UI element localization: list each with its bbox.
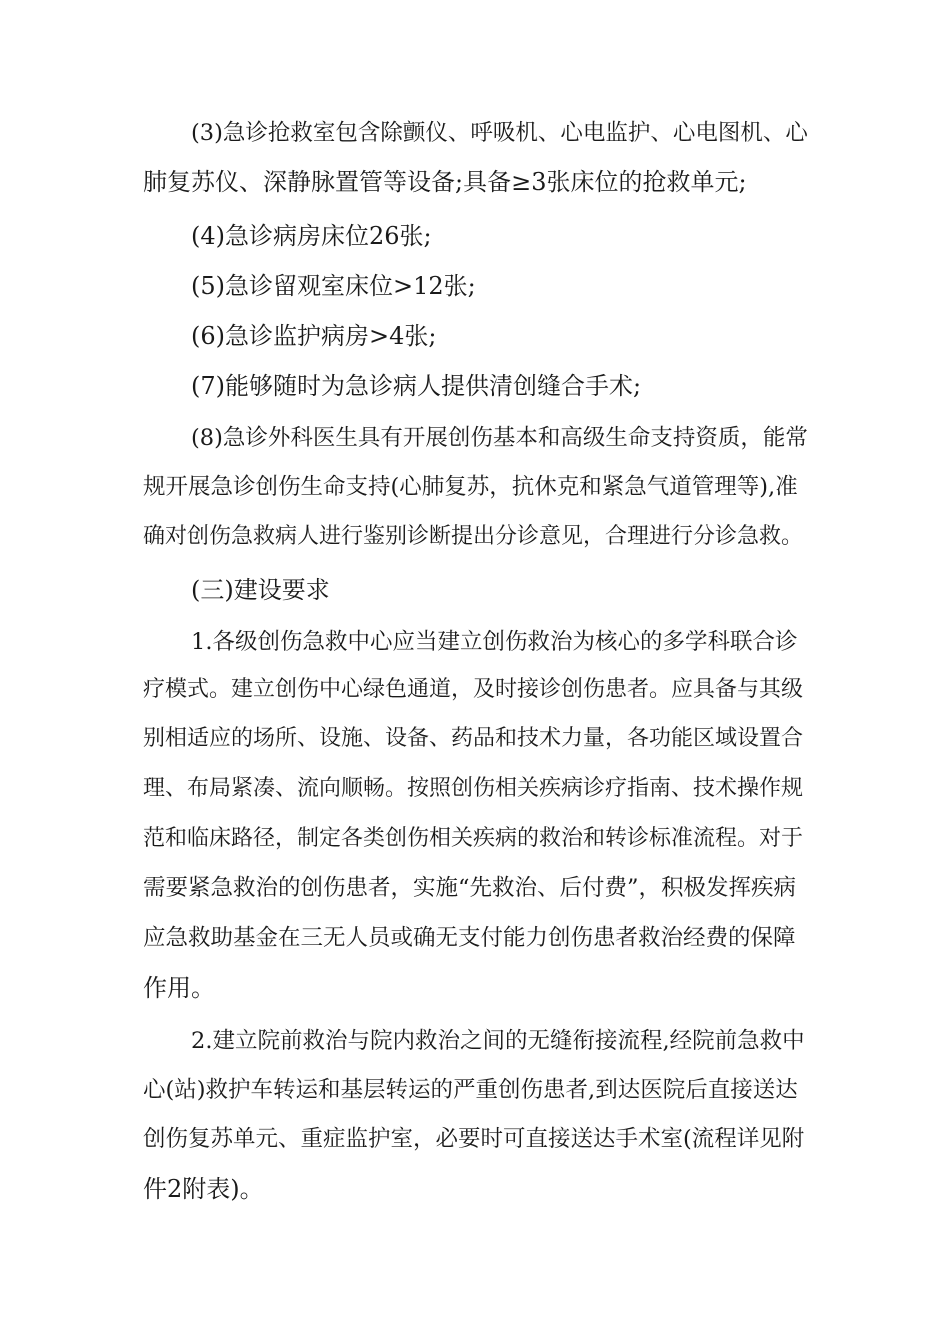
text-line: (6)急诊监护病房>4张; — [191, 322, 437, 350]
text-line: 作用。 — [143, 974, 215, 1002]
text-line: 1.各级创伤急救中心应当建立创伤救治为核心的多学科联合诊 — [191, 629, 798, 655]
text-line: 别相适应的场所、设施、设备、药品和技术力量，各功能区域设置合 — [143, 726, 804, 751]
text-line: (3)急诊抢救室包含除颤仪、呼吸机、心电监护、心电图机、心 — [191, 120, 808, 146]
text-line: (5)急诊留观室床位>12张; — [191, 272, 476, 300]
text-line: 心(站)救护车转运和基层转运的严重创伤患者,到达医院后直接送达 — [143, 1077, 798, 1103]
text-line: 创伤复苏单元、重症监护室，必要时可直接送达手术室(流程详见附 — [143, 1126, 805, 1152]
text-line: 2.建立院前救治与院内救治之间的无缝衔接流程,经院前急救中 — [191, 1028, 805, 1054]
text-line: 件2附表)。 — [143, 1175, 264, 1203]
text-line: 应急救助基金在三无人员或确无支付能力创伤患者救治经费的保障 — [143, 925, 796, 951]
text-line: (4)急诊病房床位26张; — [191, 222, 432, 250]
text-line: 肺复苏仪、深静脉置管等设备;具备≥3张床位的抢救单元; — [143, 168, 747, 196]
text-line: 疗模式。建立创伤中心绿色通道，及时接诊创伤患者。应具备与其级 — [143, 677, 804, 702]
text-line: (8)急诊外科医生具有开展创伤基本和高级生命支持资质，能常 — [191, 425, 808, 451]
text-line: 理、布局紧凑、流向顺畅。按照创伤相关疾病诊疗指南、技术操作规 — [143, 776, 804, 801]
text-line: 需要紧急救治的创伤患者，实施“先救治、后付费”，积极发挥疾病 — [143, 875, 797, 901]
section-heading: (三)建设要求 — [191, 576, 330, 604]
text-line: 规开展急诊创伤生命支持(心肺复苏，抗休克和紧急气道管理等),准 — [143, 474, 798, 500]
text-line: (7)能够随时为急诊病人提供清创缝合手术; — [191, 372, 642, 400]
text-line: 范和临床路径，制定各类创伤相关疾病的救治和转诊标准流程。对于 — [143, 826, 804, 851]
text-line: 确对创伤急救病人进行鉴别诊断提出分诊意见，合理进行分诊急救。 — [143, 524, 804, 549]
